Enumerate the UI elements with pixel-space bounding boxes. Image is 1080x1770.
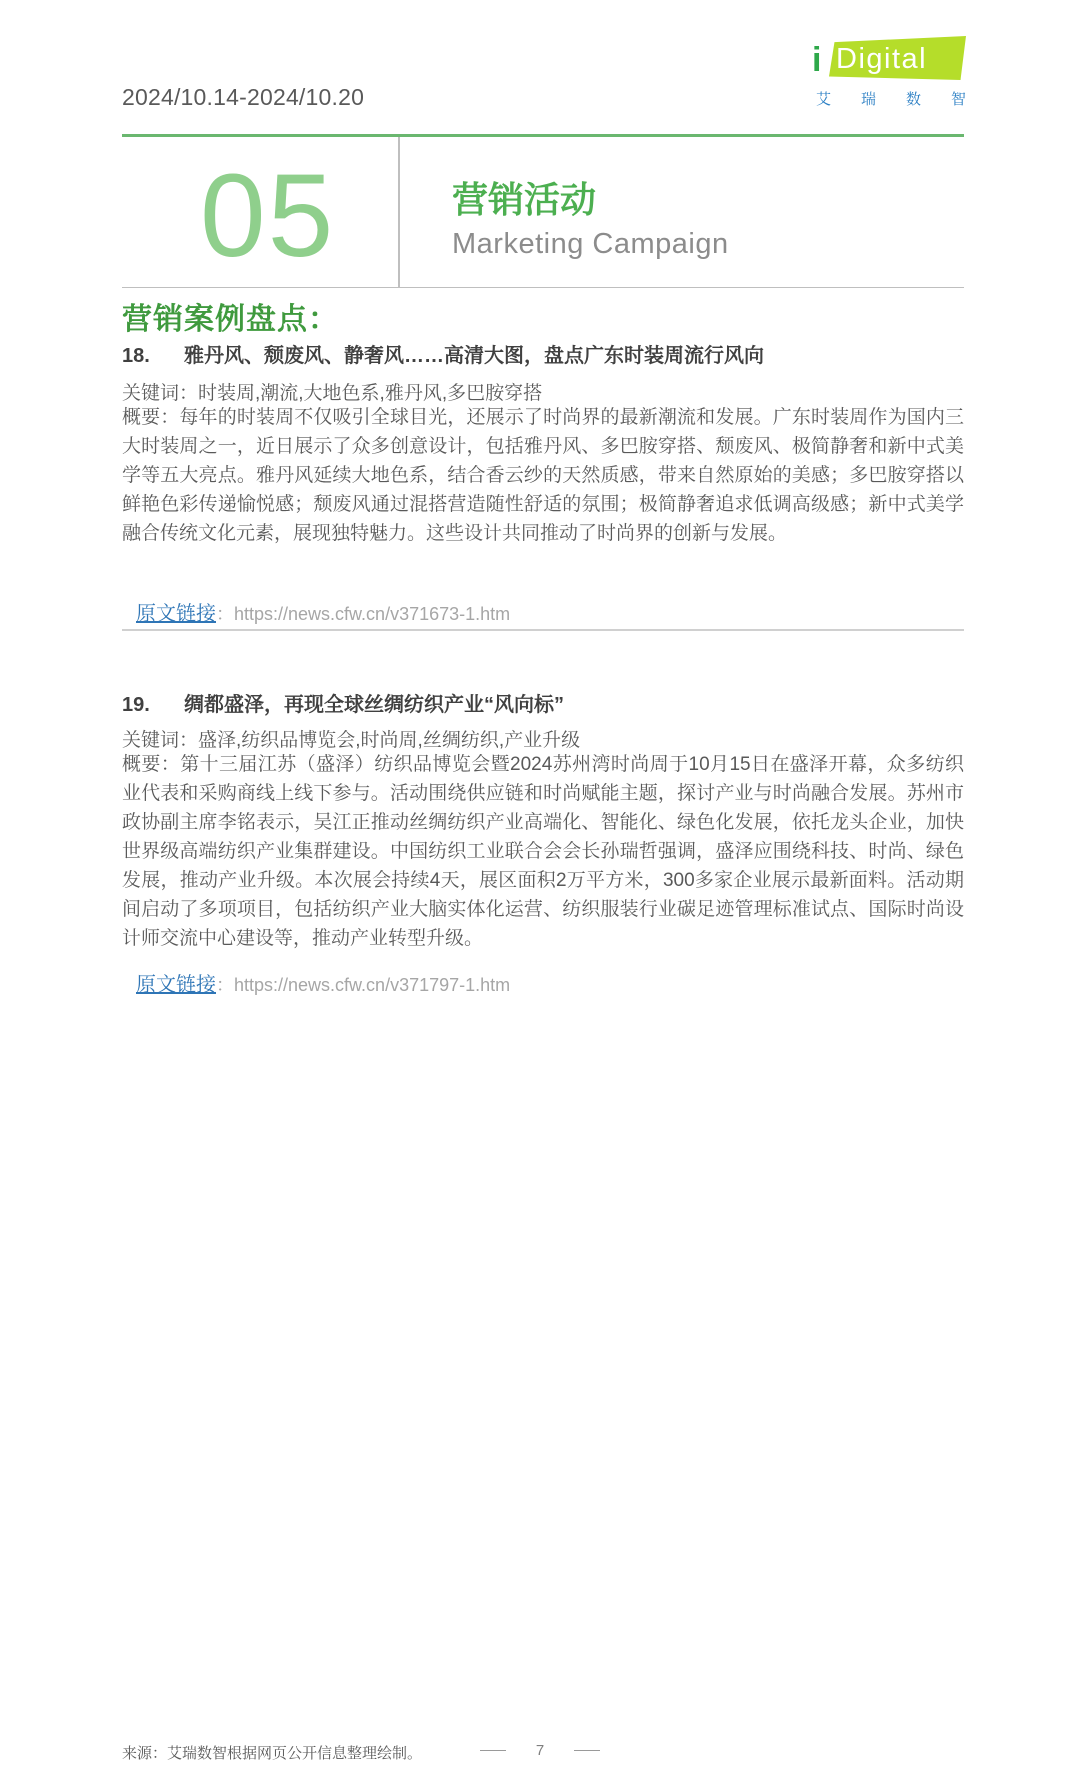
logo-char: 艾: [816, 91, 832, 108]
header-rule: [122, 134, 964, 137]
logo-char: 智: [950, 91, 966, 108]
article-link-row: [136, 597, 510, 626]
source-url[interactable]: https://news.cfw.cn/v371673-1.htm: [234, 604, 511, 624]
article-summary: 概要：每年的时装周不仅吸引全球目光，还展示了时尚界的最新潮流和发展。广东时装周作为国内三大时装周之一，近日展示了众多创意设计，包括雅丹风、多巴胺穿搭、颓废风、极简静奢和新中式美学等五大亮点。雅丹风延续大地色系，结合香云纱的天然质感，带来自然原始的美感；多巴胺穿搭以鲜艳色彩传递愉悦感；颓废风通过混搭营造随性舒适的氛围；极简静奢追求低调高级感；新中式美学融合传统文化元素，展现独特魅力。这些设计共同推动了时尚界的创新与发展。: [122, 407, 964, 544]
chapter-bottom-rule: [122, 287, 964, 288]
source-url[interactable]: https://news.cfw.cn/v371797-1.htm: [234, 975, 511, 995]
page-indicator: [480, 1742, 600, 1759]
article-number: 18.: [122, 345, 150, 367]
page-dash-right: [574, 1750, 600, 1751]
article-title: [122, 688, 564, 717]
article-number: 19.: [122, 694, 150, 716]
logo-char: 瑞: [860, 91, 876, 108]
article-keywords: 关键词：时装周,潮流,大地色系,雅丹风,多巴胺穿搭: [122, 383, 543, 404]
chapter-title-cn: 营销活动: [452, 179, 597, 220]
article-keywords: 关键词：盛泽,纺织品博览会,时尚周,丝绸纺织,产业升级: [122, 730, 581, 751]
link-colon: ：: [216, 604, 234, 624]
article-summary: 概要：第十三届江苏（盛泽）纺织品博览会暨2024苏州湾时尚周于10月15日在盛泽开幕，众多纺织业代表和采购商线上线下参与。活动围绕供应链和时尚赋能主题，探讨产业与时尚融合发展。苏州市政协副主席李铭表示，吴江正推动丝绸纺织产业高端化、智能化、绿色化发展，依托龙头企业，加快世界级高端纺织产业集群建设。中国纺织工业联合会会长孙瑞哲强调，盛泽应围绕科技、时尚、绿色发展，推动产业升级。本次展会持续4天，展区面积2万平方米，300多家企业展示最新面料。活动期间启动了多项项目，包括纺织产业大脑实体化运营、纺织服装行业碳足迹管理标准试点、国际时尚设计师交流中心建设等，推动产业转型升级。: [122, 754, 964, 949]
page-dash-left: [480, 1750, 506, 1751]
article-headline: 绸都盛泽，再现全球丝绸纺织产业“风向标”: [184, 694, 564, 716]
article-headline: 雅丹风、颓废风、静奢风……高清大图，盘点广东时装周流行风向: [184, 345, 764, 367]
article-separator: [122, 629, 964, 631]
logo-chinese-name: [816, 88, 966, 109]
footer-source: 来源：艾瑞数智根据网页公开信息整理绘制。: [122, 1745, 423, 1762]
chapter-divider: [398, 137, 400, 287]
source-link[interactable]: 原文链接: [136, 974, 216, 996]
article-title: [122, 339, 764, 368]
chapter-number: 05: [200, 150, 336, 282]
report-date-range: 2024/10.14-2024/10.20: [122, 84, 365, 110]
article-link-row: [136, 968, 510, 997]
chapter-title-en: Marketing Campaign: [452, 228, 729, 260]
page-number: 7: [535, 1742, 545, 1759]
logo-wordmark: Digital: [836, 43, 928, 75]
idigital-logo: [812, 36, 966, 112]
link-colon: ：: [216, 975, 234, 995]
source-link[interactable]: 原文链接: [136, 603, 216, 625]
section-title: 营销案例盘点：: [122, 303, 339, 336]
logo-i-letter: i: [812, 41, 822, 79]
logo-char: 数: [905, 91, 921, 108]
